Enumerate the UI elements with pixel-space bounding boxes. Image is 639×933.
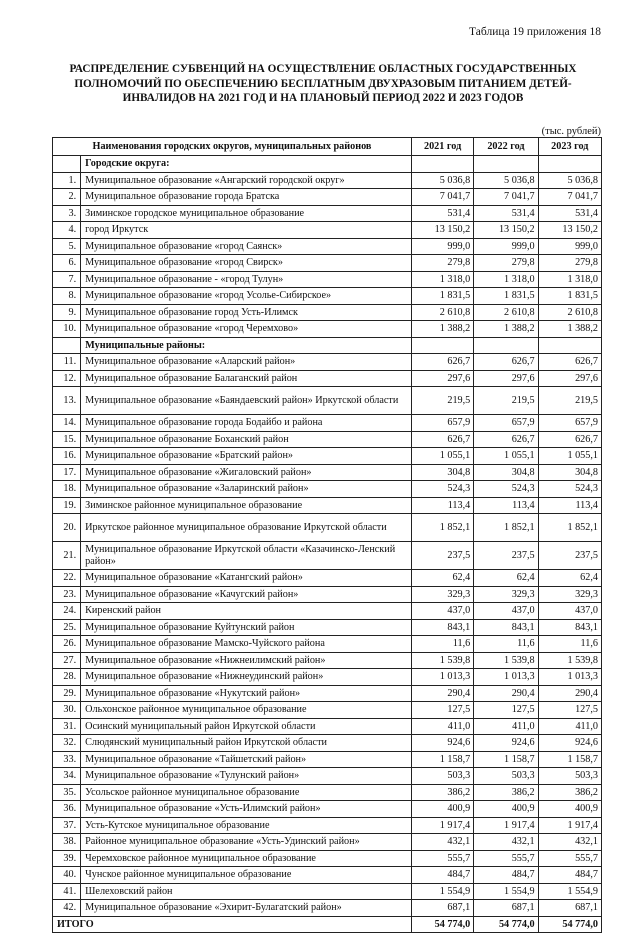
row-name: Муниципальное образование города Бодайбо и района [81,415,412,432]
value-2021: 13 150,2 [411,222,473,239]
value-2021: 5 036,8 [411,172,473,189]
row-number: 33. [53,751,81,768]
value-2022: 1 158,7 [474,751,538,768]
row-name: Муниципальное образование «Аларский район» [81,354,412,371]
value-2021: 524,3 [411,481,473,498]
row-number: 11. [53,354,81,371]
value-2021: 7 041,7 [411,189,473,206]
value-2022: 290,4 [474,685,538,702]
row-number: 31. [53,718,81,735]
row-name: Муниципальное образование города Братска [81,189,412,206]
value-2023: 484,7 [538,867,601,884]
value-2022: 2 610,8 [474,304,538,321]
table-row [53,271,602,288]
value-2021: 999,0 [411,238,473,255]
value-2021: 626,7 [411,354,473,371]
table-row [53,542,602,570]
value-2023: 1 318,0 [538,271,601,288]
row-number: 6. [53,255,81,272]
row-number: 30. [53,702,81,719]
table-row [53,514,602,542]
total-2023: 54 774,0 [538,916,601,933]
section-label: Муниципальные районы: [81,337,412,354]
table-row [53,685,602,702]
value-2021: 219,5 [411,387,473,415]
table-row [53,304,602,321]
value-2022: 484,7 [474,867,538,884]
value-2021: 113,4 [411,497,473,514]
value-2023: 329,3 [538,586,601,603]
table-row [53,321,602,338]
value-2023: 127,5 [538,702,601,719]
value-2023: 999,0 [538,238,601,255]
appendix-label: Таблица 19 приложения 18 [469,26,601,38]
row-number: 20. [53,514,81,542]
table-row [53,603,602,620]
table-row [53,801,602,818]
row-name: Муниципальное образование «Тайшетский район» [81,751,412,768]
value-2021: 924,6 [411,735,473,752]
units-label: (тыс. рублей) [541,126,601,137]
row-number: 24. [53,603,81,620]
row-number: 38. [53,834,81,851]
row-number: 8. [53,288,81,305]
section-label: Городские округа: [81,156,412,173]
row-number: 42. [53,900,81,917]
row-name: Слюдянский муниципальный район Иркутской области [81,735,412,752]
table-row [53,768,602,785]
table-row [53,718,602,735]
section-row [53,337,602,354]
table-body [53,156,602,933]
row-name: Муниципальное образование «город Саянск» [81,238,412,255]
row-number: 14. [53,415,81,432]
value-2021: 237,5 [411,542,473,570]
value-2021: 1 852,1 [411,514,473,542]
row-name: город Иркутск [81,222,412,239]
table-row [53,370,602,387]
value-2021: 555,7 [411,850,473,867]
value-2023: 297,6 [538,370,601,387]
document-title: РАСПРЕДЕЛЕНИЕ СУБВЕНЦИЙ НА ОСУЩЕСТВЛЕНИЕ ОБЛАСТНЫХ ГОСУДАРСТВЕННЫХ ПОЛНОМОЧИЙ ПО ОБЕСПЕЧЕНИЮ БЕСПЛАТНЫМ ДВУХРАЗОВЫМ ПИТАНИЕМ ДЕТЕЙ-ИНВАЛИДОВ НА 2021 ГОД И НА ПЛАНОВЫЙ ПЕРИОД 2022 И 2023 ГОДОВ [69,63,577,104]
row-name: Иркутское районное муниципальное образование Иркутской области [81,514,412,542]
value-2021: 1 013,3 [411,669,473,686]
row-name: Муниципальное образование Мамско-Чуйского района [81,636,412,653]
row-number: 22. [53,570,81,587]
row-name: Муниципальное образование «Заларинский район» [81,481,412,498]
header-2023: 2023 год [538,138,601,156]
value-2022: 219,5 [474,387,538,415]
value-2022: 386,2 [474,784,538,801]
row-name: Муниципальное образование город Усть-Илимск [81,304,412,321]
value-2023: 304,8 [538,464,601,481]
section-empty-cell [538,337,601,354]
row-name: Муниципальное образование «Братский район» [81,448,412,465]
value-2022: 924,6 [474,735,538,752]
value-2023: 2 610,8 [538,304,601,321]
table-row [53,497,602,514]
value-2022: 297,6 [474,370,538,387]
row-name: Районное муниципальное образование «Усть-Удинский район» [81,834,412,851]
table-row [53,238,602,255]
value-2022: 432,1 [474,834,538,851]
value-2023: 113,4 [538,497,601,514]
value-2021: 503,3 [411,768,473,785]
table-row [53,883,602,900]
row-number: 29. [53,685,81,702]
value-2023: 400,9 [538,801,601,818]
value-2022: 626,7 [474,354,538,371]
value-2023: 626,7 [538,431,601,448]
table-row [53,481,602,498]
row-name: Осинский муниципальный район Иркутской области [81,718,412,735]
section-empty-cell [538,156,601,173]
value-2021: 437,0 [411,603,473,620]
table-row [53,464,602,481]
value-2021: 626,7 [411,431,473,448]
row-name: Муниципальное образование - «город Тулун» [81,271,412,288]
table-row [53,586,602,603]
value-2022: 7 041,7 [474,189,538,206]
row-name: Черемховское районное муниципальное образование [81,850,412,867]
value-2021: 2 610,8 [411,304,473,321]
value-2022: 329,3 [474,586,538,603]
value-2022: 113,4 [474,497,538,514]
row-name: Муниципальное образование «Усть-Илимский район» [81,801,412,818]
value-2021: 1 831,5 [411,288,473,305]
value-2021: 1 318,0 [411,271,473,288]
table-row [53,619,602,636]
value-2021: 279,8 [411,255,473,272]
total-2021: 54 774,0 [411,916,473,933]
value-2021: 1 388,2 [411,321,473,338]
section-empty-cell [411,337,473,354]
row-name: Муниципальное образование «Качугский район» [81,586,412,603]
value-2022: 1 554,9 [474,883,538,900]
row-name: Муниципальное образование «Жигаловский район» [81,464,412,481]
table-row [53,354,602,371]
value-2023: 7 041,7 [538,189,601,206]
value-2023: 1 554,9 [538,883,601,900]
table-row [53,850,602,867]
table-row [53,189,602,206]
value-2021: 297,6 [411,370,473,387]
value-2022: 524,3 [474,481,538,498]
table-row [53,702,602,719]
value-2022: 626,7 [474,431,538,448]
section-empty-cell [474,337,538,354]
section-empty-cell [474,156,538,173]
value-2022: 999,0 [474,238,538,255]
value-2021: 531,4 [411,205,473,222]
value-2022: 304,8 [474,464,538,481]
row-number: 21. [53,542,81,570]
table-row [53,172,602,189]
row-name: Муниципальное образование «город Черемхово» [81,321,412,338]
row-number: 37. [53,817,81,834]
section-row [53,156,602,173]
table-row [53,415,602,432]
value-2022: 657,9 [474,415,538,432]
value-2021: 400,9 [411,801,473,818]
row-number: 41. [53,883,81,900]
value-2023: 1 055,1 [538,448,601,465]
row-number: 23. [53,586,81,603]
row-number: 5. [53,238,81,255]
value-2023: 531,4 [538,205,601,222]
header-2021: 2021 год [411,138,473,156]
row-number: 1. [53,172,81,189]
row-number: 25. [53,619,81,636]
row-number: 32. [53,735,81,752]
table-row [53,751,602,768]
value-2023: 279,8 [538,255,601,272]
row-name: Усть-Кутское муниципальное образование [81,817,412,834]
value-2023: 687,1 [538,900,601,917]
table-row [53,834,602,851]
row-name: Муниципальное образование «Ангарский городской округ» [81,172,412,189]
row-number: 18. [53,481,81,498]
section-empty-cell [411,156,473,173]
value-2023: 1 013,3 [538,669,601,686]
value-2021: 1 917,4 [411,817,473,834]
row-name: Зиминское городское муниципальное образование [81,205,412,222]
value-2022: 1 388,2 [474,321,538,338]
value-2022: 279,8 [474,255,538,272]
value-2022: 1 831,5 [474,288,538,305]
row-number: 9. [53,304,81,321]
value-2022: 1 539,8 [474,652,538,669]
table-row [53,867,602,884]
value-2021: 62,4 [411,570,473,587]
value-2022: 555,7 [474,850,538,867]
table-row [53,431,602,448]
row-name: Зиминское районное муниципальное образование [81,497,412,514]
table-row [53,784,602,801]
row-name: Усольское районное муниципальное образование [81,784,412,801]
table-row [53,652,602,669]
value-2021: 1 539,8 [411,652,473,669]
table-header-row [53,138,602,156]
value-2022: 11,6 [474,636,538,653]
row-number: 26. [53,636,81,653]
value-2021: 127,5 [411,702,473,719]
row-number: 34. [53,768,81,785]
value-2021: 843,1 [411,619,473,636]
value-2022: 843,1 [474,619,538,636]
table-row [53,255,602,272]
row-number: 17. [53,464,81,481]
total-label: ИТОГО [53,916,412,933]
row-number: 16. [53,448,81,465]
value-2023: 11,6 [538,636,601,653]
row-name: Муниципальное образование «Нижнеудинский район» [81,669,412,686]
value-2022: 62,4 [474,570,538,587]
table-row [53,900,602,917]
value-2021: 432,1 [411,834,473,851]
value-2022: 1 917,4 [474,817,538,834]
value-2021: 657,9 [411,415,473,432]
value-2022: 1 013,3 [474,669,538,686]
row-number: 2. [53,189,81,206]
value-2022: 687,1 [474,900,538,917]
value-2023: 62,4 [538,570,601,587]
row-number: 36. [53,801,81,818]
row-number: 13. [53,387,81,415]
row-number: 39. [53,850,81,867]
value-2023: 503,3 [538,768,601,785]
table-row [53,669,602,686]
subsidy-table [52,137,602,933]
value-2023: 1 388,2 [538,321,601,338]
value-2022: 237,5 [474,542,538,570]
table-row [53,570,602,587]
value-2022: 411,0 [474,718,538,735]
value-2022: 503,3 [474,768,538,785]
value-2023: 555,7 [538,850,601,867]
header-name: Наименования городских округов, муниципальных районов [53,138,412,156]
value-2022: 1 852,1 [474,514,538,542]
value-2021: 11,6 [411,636,473,653]
row-name: Муниципальное образование Иркутской области «Казачинско-Ленский район» [81,542,412,570]
value-2023: 843,1 [538,619,601,636]
value-2022: 437,0 [474,603,538,620]
total-row [53,916,602,933]
row-name: Ольхонское районное муниципальное образование [81,702,412,719]
row-number: 12. [53,370,81,387]
row-number: 35. [53,784,81,801]
table-row [53,735,602,752]
table-row [53,636,602,653]
row-name: Муниципальное образование «город Усолье-Сибирское» [81,288,412,305]
value-2021: 290,4 [411,685,473,702]
value-2023: 1 917,4 [538,817,601,834]
table-row [53,205,602,222]
value-2022: 531,4 [474,205,538,222]
row-number: 10. [53,321,81,338]
value-2022: 13 150,2 [474,222,538,239]
row-number: 4. [53,222,81,239]
value-2023: 1 158,7 [538,751,601,768]
value-2023: 219,5 [538,387,601,415]
value-2023: 524,3 [538,481,601,498]
row-name: Муниципальное образование Балаганский район [81,370,412,387]
value-2023: 1 831,5 [538,288,601,305]
total-2022: 54 774,0 [474,916,538,933]
value-2021: 484,7 [411,867,473,884]
value-2023: 657,9 [538,415,601,432]
value-2023: 411,0 [538,718,601,735]
row-number: 27. [53,652,81,669]
value-2021: 687,1 [411,900,473,917]
value-2023: 432,1 [538,834,601,851]
row-number: 7. [53,271,81,288]
row-number: 15. [53,431,81,448]
value-2021: 304,8 [411,464,473,481]
row-name: Муниципальное образование «Тулунский район» [81,768,412,785]
value-2021: 1 158,7 [411,751,473,768]
value-2023: 237,5 [538,542,601,570]
table-row [53,387,602,415]
row-name: Муниципальное образование «Катангский район» [81,570,412,587]
row-name: Чунское районное муниципальное образование [81,867,412,884]
value-2022: 1 055,1 [474,448,538,465]
value-2022: 5 036,8 [474,172,538,189]
row-name: Муниципальное образование Боханский район [81,431,412,448]
value-2021: 1 055,1 [411,448,473,465]
row-number: 40. [53,867,81,884]
value-2023: 437,0 [538,603,601,620]
value-2023: 626,7 [538,354,601,371]
value-2022: 127,5 [474,702,538,719]
value-2023: 13 150,2 [538,222,601,239]
header-2022: 2022 год [474,138,538,156]
value-2023: 1 539,8 [538,652,601,669]
value-2023: 1 852,1 [538,514,601,542]
section-index-cell [53,156,81,173]
row-name: Муниципальное образование «Нукутский район» [81,685,412,702]
row-name: Муниципальное образование «Баяндаевский район» Иркутской области [81,387,412,415]
section-index-cell [53,337,81,354]
row-name: Муниципальное образование «город Свирск» [81,255,412,272]
value-2023: 924,6 [538,735,601,752]
table-row [53,222,602,239]
value-2021: 1 554,9 [411,883,473,900]
row-name: Муниципальное образование «Нижнеилимский район» [81,652,412,669]
row-name: Шелеховский район [81,883,412,900]
row-number: 19. [53,497,81,514]
value-2022: 1 318,0 [474,271,538,288]
table-row [53,817,602,834]
table-row [53,288,602,305]
row-name: Киренский район [81,603,412,620]
value-2022: 400,9 [474,801,538,818]
table-row [53,448,602,465]
value-2023: 386,2 [538,784,601,801]
row-number: 3. [53,205,81,222]
row-number: 28. [53,669,81,686]
value-2021: 329,3 [411,586,473,603]
value-2023: 5 036,8 [538,172,601,189]
value-2021: 386,2 [411,784,473,801]
value-2023: 290,4 [538,685,601,702]
value-2021: 411,0 [411,718,473,735]
row-name: Муниципальное образование Куйтунский район [81,619,412,636]
row-name: Муниципальное образование «Эхирит-Булагатский район» [81,900,412,917]
